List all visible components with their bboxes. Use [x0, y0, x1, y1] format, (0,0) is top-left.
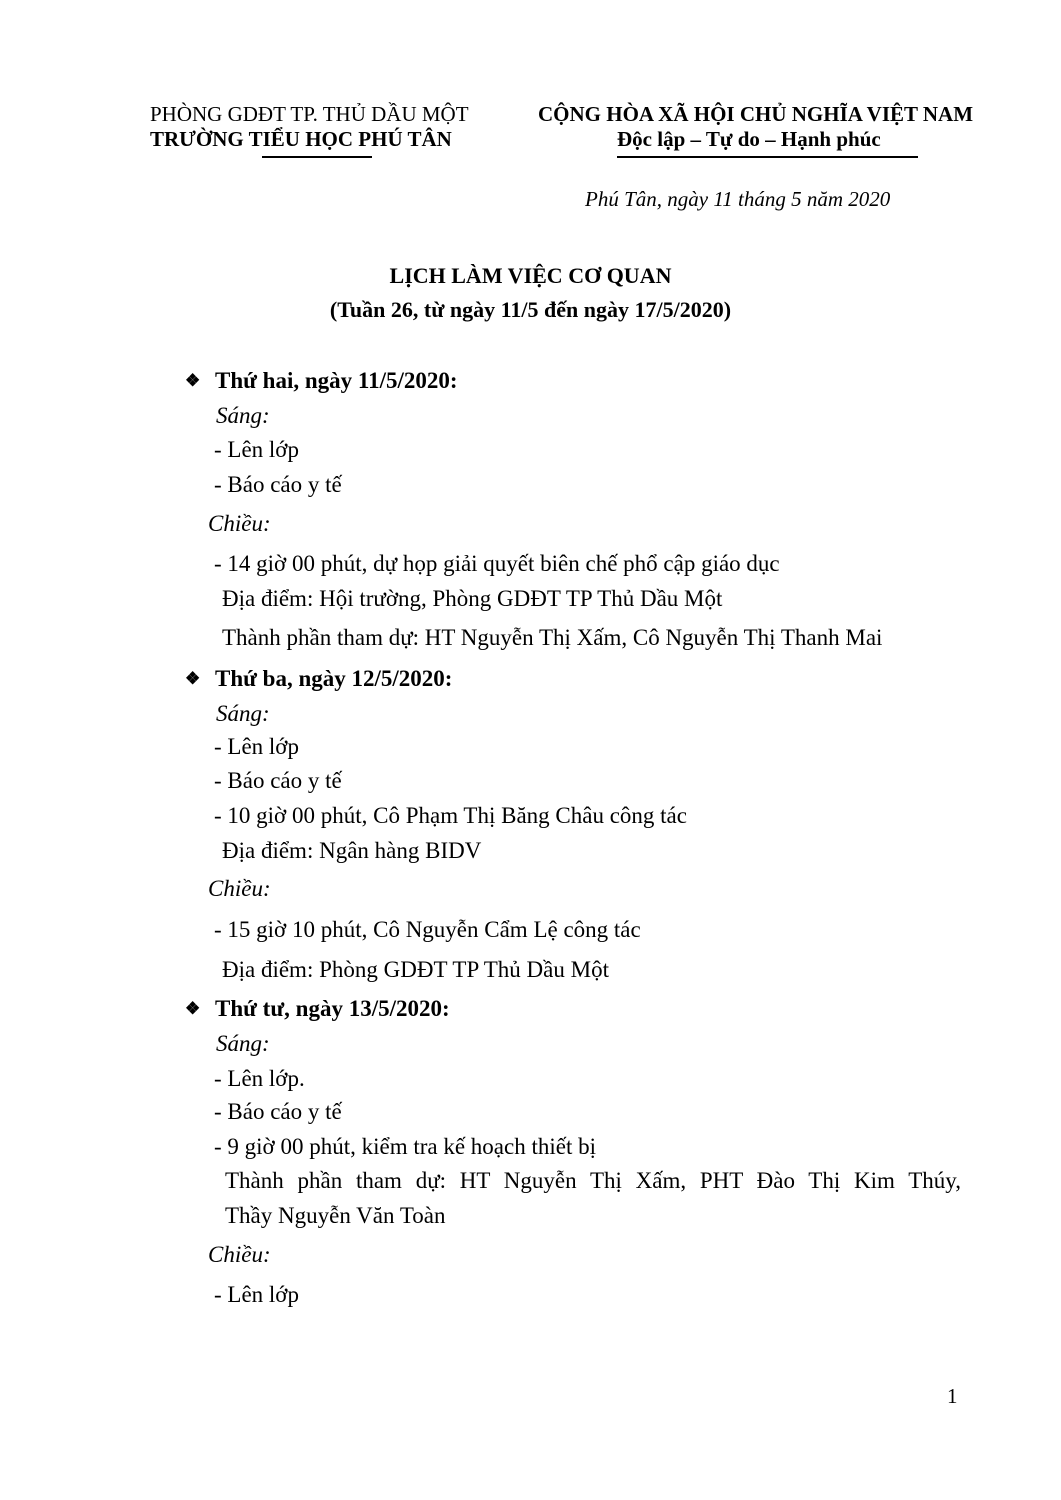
- list-item: - Lên lớp: [214, 1282, 299, 1307]
- school-name-underline: [262, 156, 372, 158]
- day-heading-text: Thứ ba, ngày 12/5/2020:: [215, 666, 453, 691]
- list-item: - Báo cáo y tế: [214, 472, 342, 497]
- participants-detail: Thành phần tham dự: HT Nguyễn Thị Xấm, Cô Nguyễn Thị Thanh Mai: [222, 625, 883, 650]
- afternoon-label: Chiều:: [208, 1242, 271, 1267]
- location-detail: Địa điểm: Ngân hàng BIDV: [222, 838, 482, 863]
- morning-label: Sáng:: [216, 701, 270, 726]
- afternoon-label: Chiều:: [208, 511, 271, 536]
- list-item: - Lên lớp: [214, 437, 299, 462]
- day-heading-tuesday: [185, 666, 452, 692]
- list-item: - 15 giờ 10 phút, Cô Nguyễn Cẩm Lệ công tác: [214, 917, 641, 942]
- diamond-bullet-icon: ❖: [185, 669, 201, 688]
- diamond-bullet-icon: ❖: [185, 999, 201, 1018]
- list-item: - 10 giờ 00 phút, Cô Phạm Thị Băng Châu công tác: [214, 803, 687, 828]
- day-heading-text: Thứ hai, ngày 11/5/2020:: [215, 368, 458, 393]
- national-motto: Độc lập – Tự do – Hạnh phúc: [617, 127, 881, 151]
- participants-detail-continued: Thầy Nguyễn Văn Toàn: [225, 1203, 446, 1228]
- list-item: - 9 giờ 00 phút, kiểm tra kế hoạch thiết bị: [214, 1134, 596, 1159]
- diamond-bullet-icon: ❖: [185, 371, 201, 390]
- list-item: - Báo cáo y tế: [214, 768, 342, 793]
- list-item: - 14 giờ 00 phút, dự họp giải quyết biên chế phổ cập giáo dục: [214, 551, 780, 576]
- issuing-department: PHÒNG GDĐT TP. THỦ DẦU MỘT: [150, 102, 469, 126]
- location-detail: Địa điểm: Phòng GDĐT TP Thủ Dầu Một: [222, 957, 609, 982]
- morning-label: Sáng:: [216, 1031, 270, 1056]
- afternoon-label: Chiều:: [208, 876, 271, 901]
- national-title: CỘNG HÒA XÃ HỘI CHỦ NGHĨA VIỆT NAM: [538, 102, 974, 126]
- morning-label: Sáng:: [216, 403, 270, 428]
- list-item: - Báo cáo y tế: [214, 1099, 342, 1124]
- document-subtitle: (Tuần 26, từ ngày 11/5 đến ngày 17/5/2020): [329, 297, 732, 322]
- list-item: - Lên lớp.: [214, 1066, 305, 1091]
- day-heading-monday: [185, 368, 458, 394]
- document-title: LỊCH LÀM VIỆC CƠ QUAN: [389, 263, 672, 288]
- motto-underline: [617, 156, 918, 158]
- place-and-date: Phú Tân, ngày 11 tháng 5 năm 2020: [585, 187, 891, 211]
- list-item: - Lên lớp: [214, 734, 299, 759]
- location-detail: Địa điểm: Hội trường, Phòng GDĐT TP Thủ Dầu Một: [222, 586, 723, 611]
- participants-detail: Thành phần tham dự: HT Nguyễn Thị Xấm, PHT Đào Thị Kim Thúy,: [225, 1168, 961, 1193]
- school-name: TRƯỜNG TIỂU HỌC PHÚ TÂN: [150, 127, 452, 151]
- page-number: 1: [947, 1384, 958, 1408]
- day-heading-wednesday: [185, 996, 450, 1022]
- day-heading-text: Thứ tư, ngày 13/5/2020:: [215, 996, 450, 1021]
